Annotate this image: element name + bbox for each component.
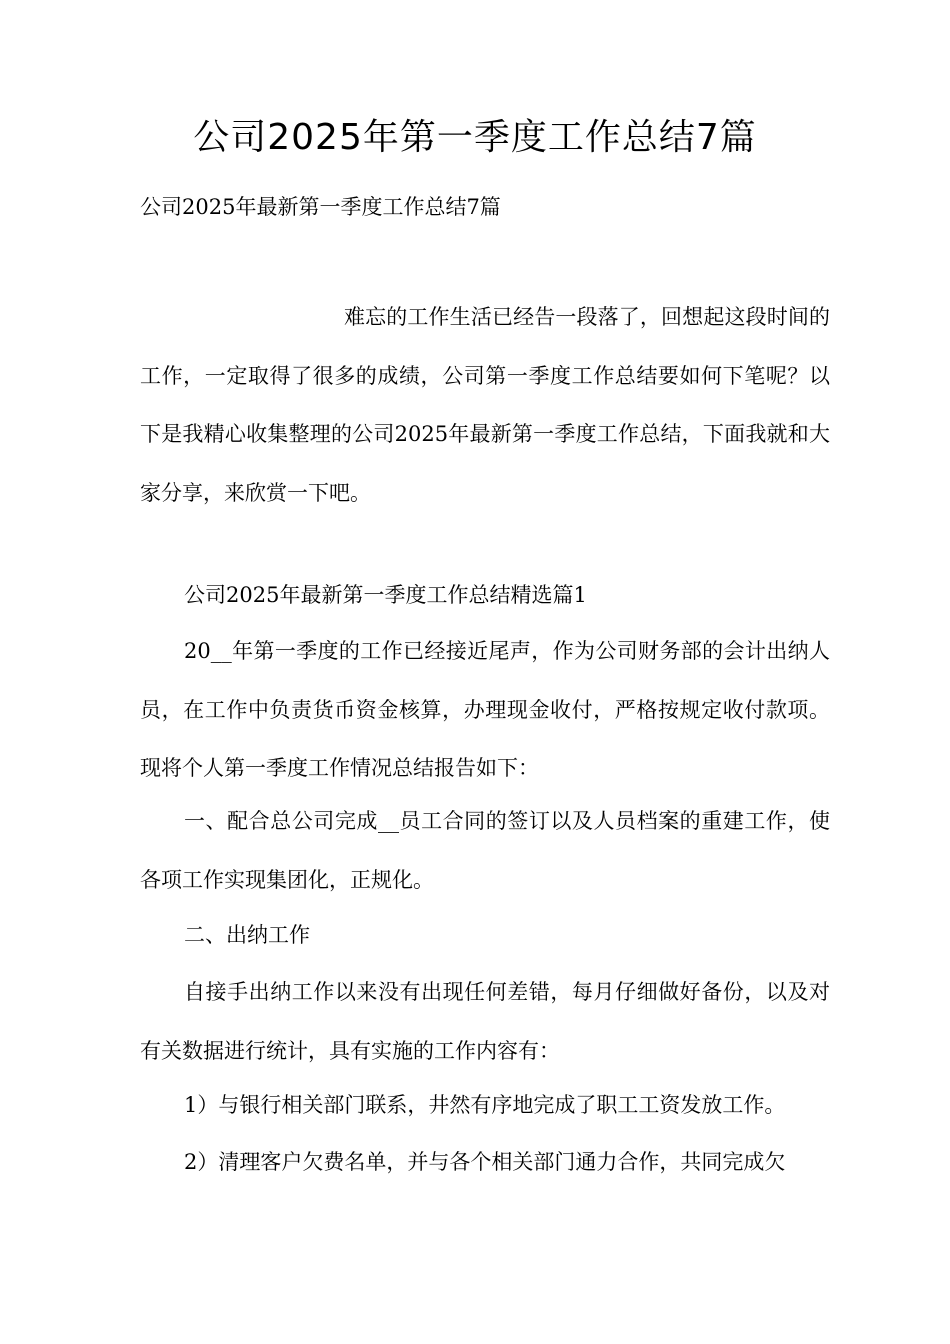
body-paragraph: 二、出纳工作 — [184, 923, 310, 947]
document-subtitle: 公司2025年最新第一季度工作总结7篇 — [140, 195, 501, 219]
intro-paragraph: 难忘的工作生活已经告一段落了，回想起这段时间的工作，一定取得了很多的成绩，公司第一季度工作总结要如何下笔呢？以下是我精心收集整理的公司2025年最新第一季度工作总结，下面我就和大家分享，来欣赏一下吧。 — [140, 305, 830, 505]
body-paragraph: 一、配合总公司完成__员工合同的签订以及人员档案的重建工作，使各项工作实现集团化，正规化。 — [140, 809, 830, 892]
body-paragraph: 自接手出纳工作以来没有出现任何差错，每月仔细做好备份，以及对有关数据进行统计，具有实施的工作内容有： — [140, 980, 830, 1063]
document-title: 公司2025年第一季度工作总结7篇 — [193, 117, 757, 158]
body-paragraph: 1）与银行相关部门联系，井然有序地完成了职工工资发放工作。 — [184, 1093, 786, 1117]
body-paragraph: 20__年第一季度的工作已经接近尾声，作为公司财务部的会计出纳人员，在工作中负责货币资金核算，办理现金收付，严格按规定收付款项。现将个人第一季度工作情况总结报告如下： — [140, 639, 830, 780]
body-paragraph: 2）清理客户欠费名单，并与各个相关部门通力合作，共同完成欠 — [184, 1150, 786, 1174]
section-heading: 公司2025年最新第一季度工作总结精选篇1 — [184, 583, 587, 607]
